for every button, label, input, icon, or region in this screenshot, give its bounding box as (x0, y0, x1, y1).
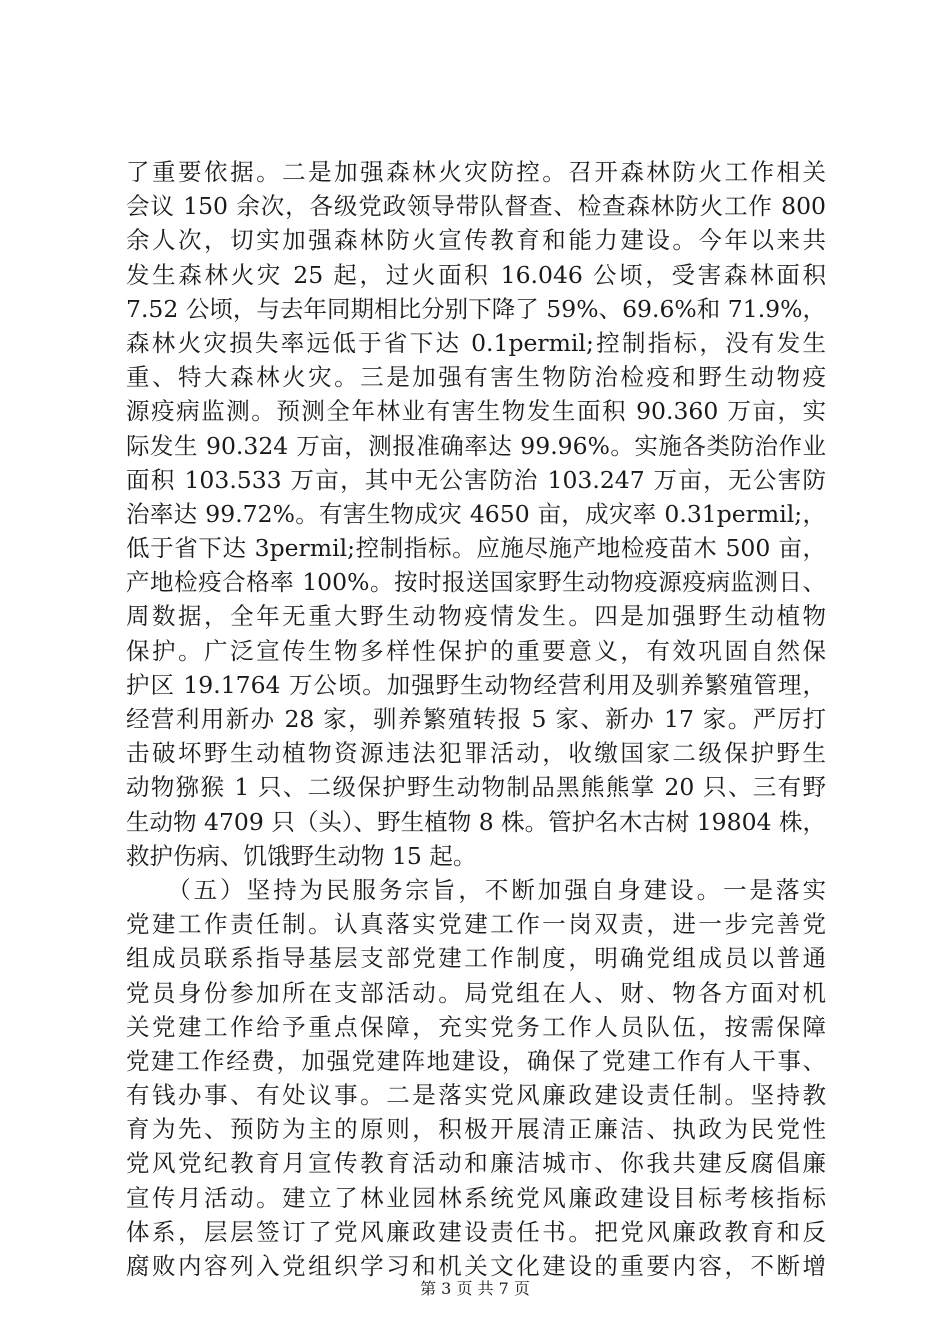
text-line: 际发生 90.324 万亩，测报准确率达 99.96%。实施各类防治作业 (126, 431, 826, 460)
text-line: 低于省下达 3permil;控制指标。应施尽施产地检疫苗木 500 亩， (126, 534, 826, 563)
text-line: 产地检疫合格率 100%。按时报送国家野生动物疫源疫病监测日、 (126, 568, 826, 597)
text-line: 森林火灾损失率远低于省下达 0.1permil;控制指标，没有发生 (126, 328, 826, 357)
text-line: 了重要依据。二是加强森林火灾防控。召开森林防火工作相关 (126, 158, 826, 186)
text-line: 护区 19.1764 万公顷。加强野生动物经营利用及驯养繁殖管理， (126, 670, 826, 699)
text-line: 治率达 99.72%。有害生物成灾 4650 亩，成灾率 0.31permil;， (126, 499, 826, 528)
text-line: 经营利用新办 28 家，驯养繁殖转报 5 家、新办 17 家。严厉打 (126, 705, 826, 733)
text-line: 重、特大森林火灾。三是加强有害生物防治检疫和野生动物疫 (126, 363, 826, 392)
text-line: 余人次，切实加强森林防火宣传教育和能力建设。今年以来共 (126, 226, 826, 255)
text-line: 党建工作经费，加强党建阵地建设，确保了党建工作有人干事、 (126, 1046, 826, 1075)
text-line: 击破坏野生动植物资源违法犯罪活动，收缴国家二级保护野生 (126, 739, 826, 768)
text-line: 党建工作责任制。认真落实党建工作一岗双责，进一步完善党 (126, 910, 826, 939)
text-line: 保护。广泛宣传生物多样性保护的重要意义，有效巩固自然保 (126, 636, 826, 665)
text-line: 有钱办事、有处议事。二是落实党风廉政建设责任制。坚持教 (126, 1081, 826, 1110)
text-line: 动物猕猴 1 只、二级保护野生动物制品黑熊熊掌 20 只、三有野 (126, 773, 826, 802)
text-line: 源疫病监测。预测全年林业有害生物发生面积 90.360 万亩，实 (126, 397, 826, 426)
paragraph-start-line: （五）坚持为民服务宗旨，不断加强自身建设。一是落实 (126, 875, 826, 904)
text-line: 7.52 公顷，与去年同期相比分别下降了 59%、69.6%和 71.9%， (126, 294, 826, 323)
page-number-footer: 第 3 页 共 7 页 (420, 1279, 530, 1298)
text-line: 面积 103.533 万亩，其中无公害防治 103.247 万亩，无公害防 (126, 465, 826, 494)
text-line: 腐败内容列入党组织学习和机关文化建设的重要内容，不断增 (126, 1252, 826, 1280)
text-line: 育为先、预防为主的原则，积极开展清正廉洁、执政为民党性 (126, 1115, 826, 1144)
text-line: 会议 150 余次，各级党政领导带队督查、检查森林防火工作 800 (126, 192, 826, 221)
body-text (126, 155, 826, 1283)
text-line: 周数据，全年无重大野生动物疫情发生。四是加强野生动植物 (126, 602, 826, 631)
text-line: 党风党纪教育月宣传教育活动和廉洁城市、你我共建反腐倡廉 (126, 1149, 826, 1178)
text-line: 关党建工作给予重点保障，充实党务工作人员队伍，按需保障 (126, 1012, 826, 1041)
text-line: 救护伤病、饥饿野生动物 15 起。 (126, 841, 477, 870)
text-line: 宣传月活动。建立了林业园林系统党风廉政建设目标考核指标 (126, 1183, 826, 1212)
text-line: 发生森林火灾 25 起，过火面积 16.046 公顷，受害森林面积 (126, 260, 826, 289)
text-line: 组成员联系指导基层支部党建工作制度，明确党组成员以普通 (126, 944, 826, 973)
text-line: 党员身份参加所在支部活动。局党组在人、财、物各方面对机 (126, 978, 826, 1007)
text-line: 生动物 4709 只（头）、野生植物 8 株。管护名木古树 19804 株， (126, 807, 826, 836)
text-line: 体系，层层签订了党风廉政建设责任书。把党风廉政教育和反 (126, 1217, 826, 1246)
